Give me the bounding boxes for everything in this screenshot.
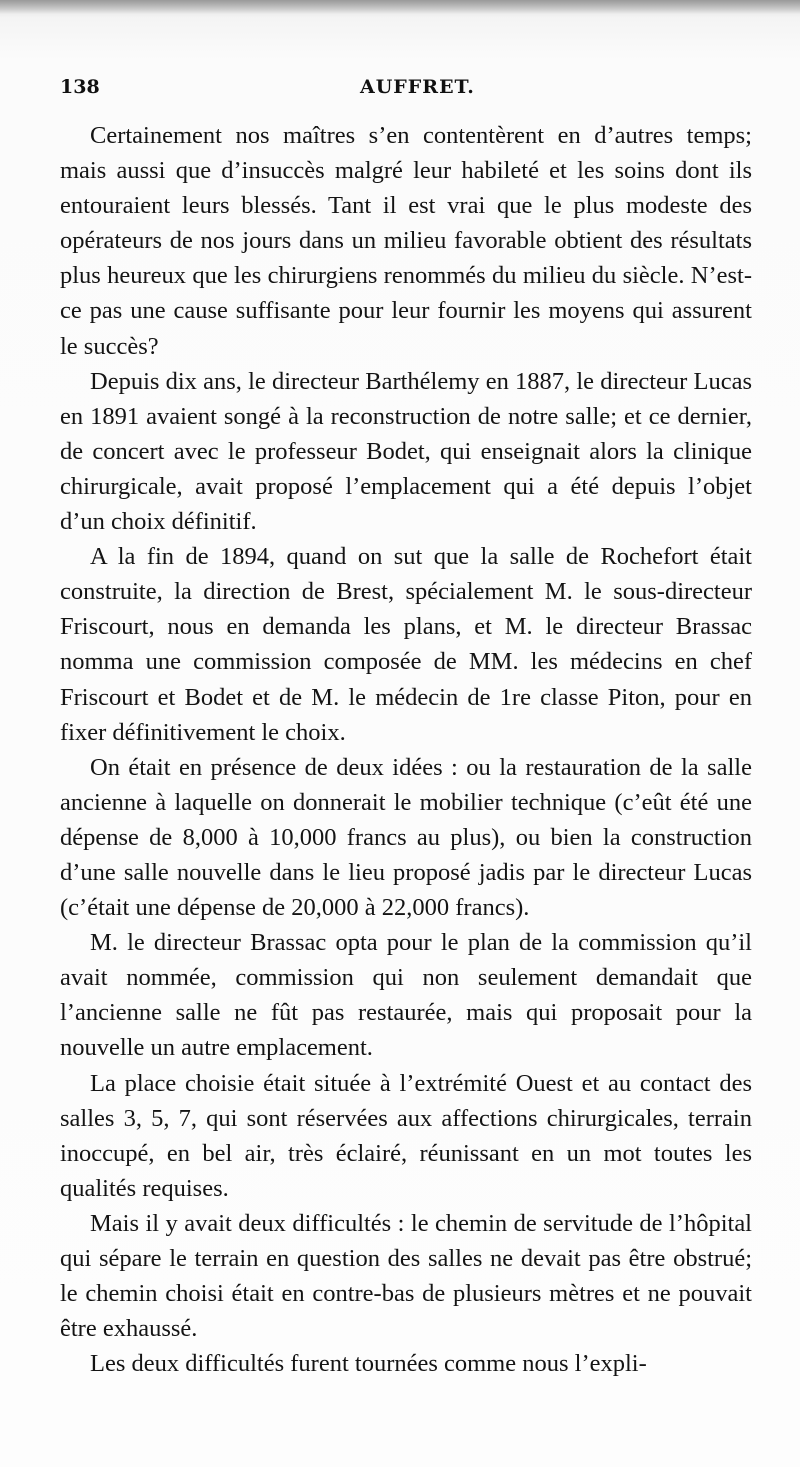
paragraph-1: Certainement nos maîtres s’en contentèrent en d’autres temps; mais aussi que d’insuccès malgré leur habileté et les soins dont ils entouraient leurs blessés. Tant il est vrai que le plus modeste des opérateurs de nos jours dans un milieu favorable obtient des résultats plus heureux que les chirurgiens renommés du milieu du siècle. N’est-ce pas une cause suffisante pour leur fournir les moyens qui assurent le succès?	[60, 122, 752, 360]
body-text	[60, 118, 752, 1381]
paragraph-8: Les deux difficultés furent tournées comme nous l’expli-	[90, 1350, 647, 1378]
page-number: 138	[60, 76, 100, 98]
paragraph-4: On était en présence de deux idées : ou la restauration de la salle ancienne à laquelle on donnerait le mobilier technique (c’eût été une dépense de 8,000 à 10,000 francs au plus), ou bien la construction d’une salle nouvelle dans le lieu proposé jadis par le directeur Lucas (c’était une dépense de 20,000 à 22,000 francs).	[60, 753, 752, 922]
scan-edge-shadow	[0, 0, 800, 14]
paragraph-5: M. le directeur Brassac opta pour le plan de la commission qu’il avait nommée, commission qui non seulement demandait que l’ancienne salle ne fût pas restaurée, mais qui proposait pour la nouvelle un autre emplacement.	[60, 929, 752, 1062]
paragraph-3: A la fin de 1894, quand on sut que la salle de Rochefort était construite, la direction de Brest, spécialement M. le sous-directeur Friscourt, nous en demanda les plans, et M. le directeur Brassac nomma une commission composée de MM. les médecins en chef Friscourt et Bodet et de M. le médecin de 1re classe Piton, pour en fixer définitivement le choix.	[60, 543, 752, 746]
paragraph-6: La place choisie était située à l’extrémité Ouest et au contact des salles 3, 5, 7, qui sont réservées aux affections chirurgicales, terrain inoccupé, en bel air, très éclairé, réunissant en un mot toutes les qualités requises.	[60, 1069, 752, 1202]
running-head: AUFFRET.	[360, 76, 475, 98]
page-header	[60, 76, 750, 106]
paragraph-7: Mais il y avait deux difficultés : le chemin de servitude de l’hôpital qui sépare le terrain en question des salles ne devait pas être obstrué; le chemin choisi était en contre-bas de plusieurs mètres et ne pouvait être exhaussé.	[60, 1209, 752, 1343]
paragraph-2: Depuis dix ans, le directeur Barthélemy en 1887, le directeur Lucas en 1891 avaient songé à la reconstruction de notre salle; et ce dernier, de concert avec le professeur Bodet, qui enseignait alors la clinique chirurgicale, avait proposé l’emplacement qui a été depuis l’objet d’un choix définitif.	[60, 367, 752, 536]
